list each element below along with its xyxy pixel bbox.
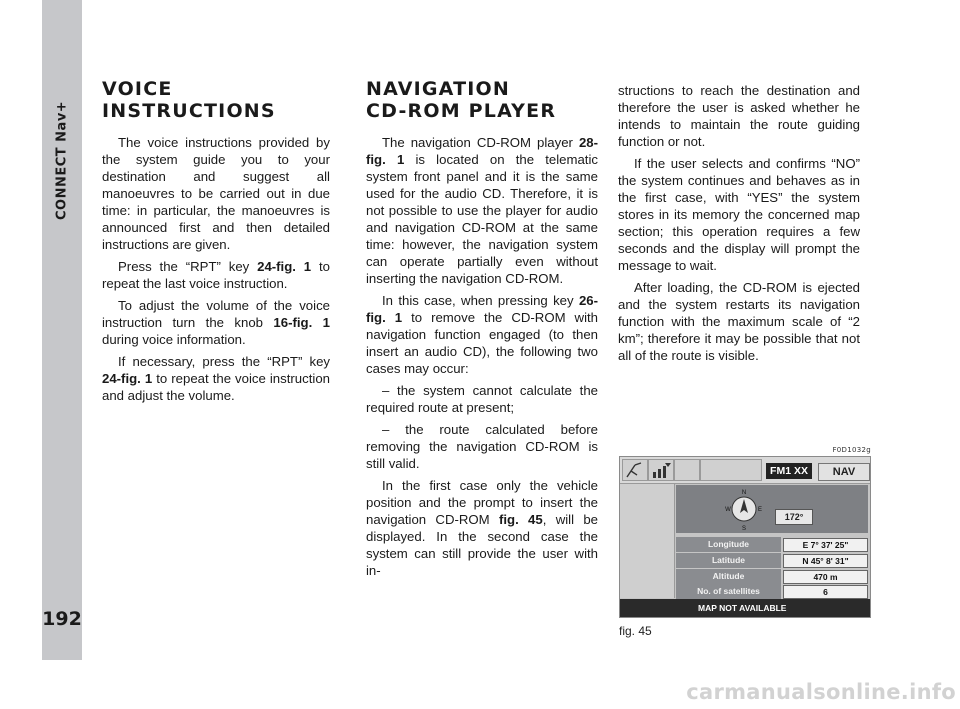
section-header: CONNECT Nav+	[54, 100, 70, 220]
heading-line-2: INSTRUCTIONS	[102, 100, 276, 122]
row-value: 6	[783, 585, 868, 599]
compass-east-label: E	[757, 507, 763, 513]
navigation-cdrom-column-continued	[618, 82, 860, 369]
text: The navigation CD-ROM player	[382, 135, 579, 150]
row-label: Latitude	[676, 553, 781, 568]
text: To adjust the volume of the voice instruction turn the knob	[102, 298, 330, 330]
data-row-satellites	[676, 584, 868, 599]
data-row-longitude	[676, 537, 868, 552]
text: In this case, when pressing key	[382, 293, 579, 308]
paragraph: The voice instructions provided by the system guide you to your destination and suggest all manoeuvres to be carried out in due time: in particular, the manoeuvres is announced first and then detailed instructions are given.	[102, 135, 330, 252]
text: to repeat the voice instruction and adjust the volume.	[102, 371, 330, 403]
figure-reference: fig. 45	[498, 512, 543, 527]
page-number: 192	[42, 608, 82, 630]
map-status-bar: MAP NOT AVAILABLE	[620, 599, 870, 617]
blank-indicator	[700, 459, 762, 481]
nav-display-screen	[619, 456, 871, 618]
signal-strength-icon	[648, 459, 674, 481]
nav-mode-label: NAV	[818, 463, 870, 481]
figure-reference: 28-fig. 1	[366, 135, 598, 167]
display-top-bar	[620, 457, 870, 484]
heading-line-1: NAVIGATION	[366, 78, 510, 100]
compass-icon	[676, 485, 868, 533]
watermark: carmanualsonline.info	[686, 680, 956, 704]
text: during voice information.	[102, 332, 246, 347]
paragraph	[102, 258, 330, 292]
row-label: Altitude	[676, 569, 781, 584]
paragraph	[102, 297, 330, 348]
paragraph: – the route calculated before removing the navigation CD-ROM is still valid.	[366, 422, 598, 471]
text: In the first case only the vehicle position and the prompt to insert the navigation CD-ROM	[366, 478, 598, 527]
voice-instructions-column	[102, 78, 330, 409]
paragraph: – the system cannot calculate the required route at present;	[366, 383, 598, 415]
row-label: No. of satellites	[676, 584, 781, 599]
paragraph: structions to reach the destination and therefore the user is asked whether he intends to maintain the route guiding function or not.	[618, 83, 860, 149]
row-value: E 7° 37' 25"	[783, 538, 868, 552]
row-label: Longitude	[676, 537, 781, 552]
figure-reference: 24-fig. 1	[257, 259, 312, 274]
paragraph	[102, 353, 330, 404]
voice-instructions-heading	[102, 78, 330, 122]
figure-reference: 16-fig. 1	[273, 315, 330, 330]
text: If necessary, press the “RPT” key	[118, 354, 330, 369]
paragraph: If the user selects and confirms “NO” the system continues and behaves as in the first case, with “YES” the system stores in its memory the concerned map section; this operation requires a few seconds and the display will prompt the message to wait.	[618, 156, 860, 273]
navigation-cdrom-heading	[366, 78, 598, 122]
figure-45	[619, 446, 871, 638]
navigation-cdrom-column	[366, 78, 598, 584]
figure-caption: fig. 45	[619, 624, 652, 638]
heading-line-1: VOICE	[102, 78, 173, 100]
row-value: N 45° 8' 31"	[783, 554, 868, 568]
paragraph	[366, 134, 598, 287]
data-row-altitude	[676, 569, 868, 584]
blank-indicator	[674, 459, 700, 481]
heading-readout: 172°	[775, 509, 813, 525]
text: is located on the telematic system front panel and it is the same used for the audio CD. Therefore, it is not possible to use the player for audio and navigation CD-ROM at the same time: however, the navigation system can operate partially even without inserting the navigation CD-ROM.	[366, 152, 598, 286]
figure-reference: 26-fig. 1	[366, 293, 598, 325]
text: to remove the CD-ROM with navigation function engaged (to then insert an audio CD), the following two cases may occur:	[366, 310, 599, 376]
figure-code: F0D1032g	[832, 446, 871, 454]
compass-north-label: N	[741, 490, 747, 496]
text: Press the “RPT” key	[118, 259, 258, 274]
figure-reference: 24-fig. 1	[102, 371, 153, 386]
paragraph	[366, 292, 598, 377]
display-left-panel	[620, 484, 675, 598]
compass-south-label: S	[741, 526, 747, 532]
heading-line-2: CD-ROM PLAYER	[366, 100, 557, 122]
gps-antenna-icon	[622, 459, 648, 481]
data-row-latitude	[676, 553, 868, 568]
audio-source-label: FM1 XX	[766, 463, 812, 479]
row-value: 470 m	[783, 570, 868, 584]
compass-west-label: W	[725, 507, 731, 513]
text: to repeat the last voice instruction.	[102, 259, 330, 291]
paragraph	[366, 477, 598, 579]
paragraph: After loading, the CD-ROM is ejected and the system restarts its navigation function with the maximum scale of “2 km”; therefore it may be possible that not all of the route is visible.	[618, 280, 860, 363]
compass-area	[676, 485, 868, 533]
text: , will be displayed. In the second case the system can still provide the user with in-	[366, 512, 599, 578]
